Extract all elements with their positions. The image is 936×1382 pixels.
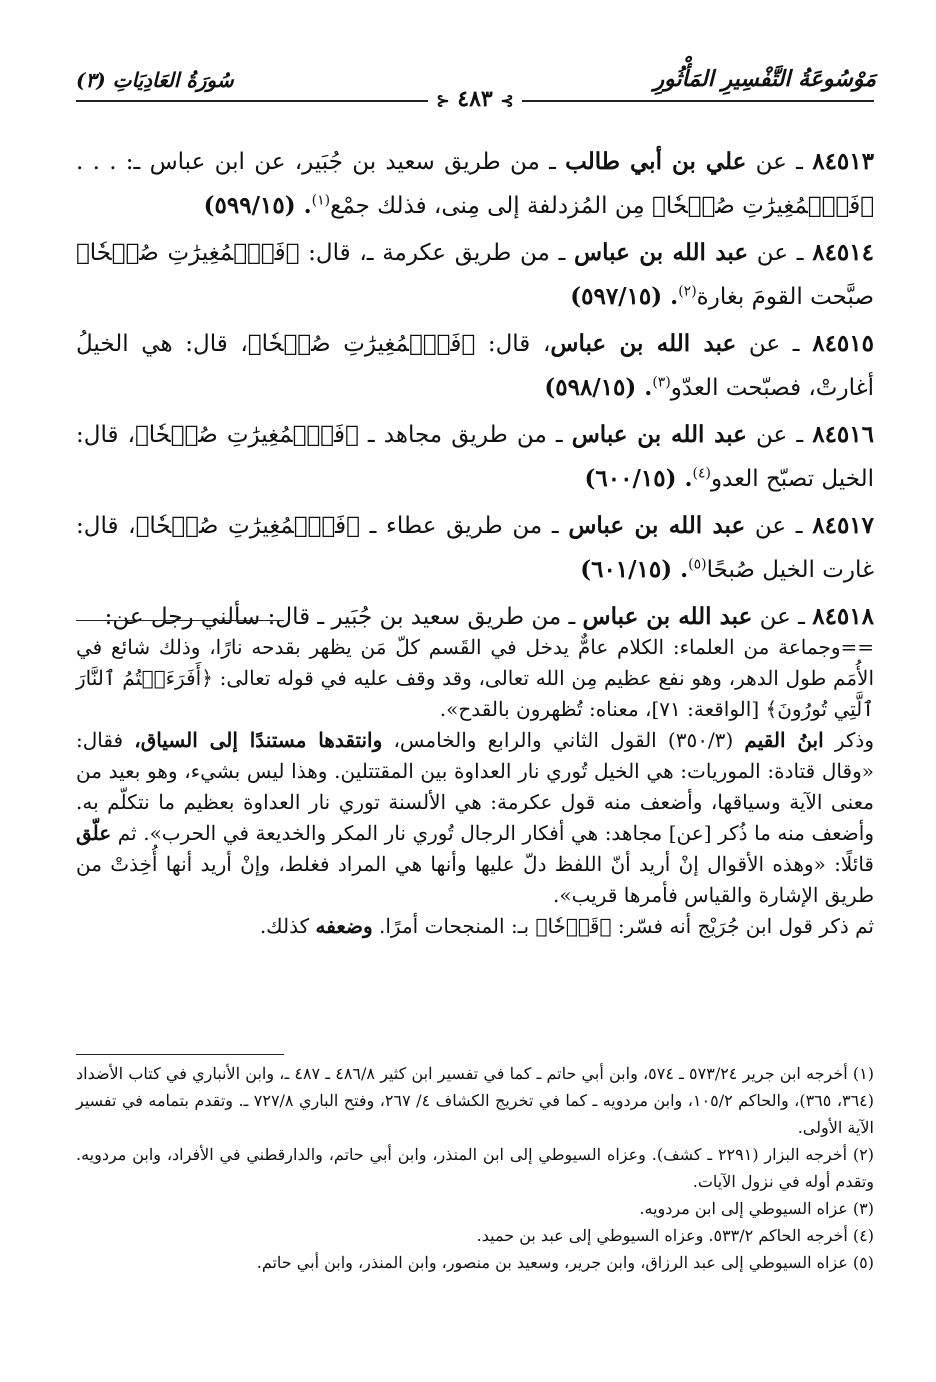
entry-number: ٨٤٥١٦ — [812, 421, 874, 448]
page-header — [76, 60, 876, 112]
hadith-entries — [76, 140, 874, 642]
footnote: (١) أخرجه ابن جرير ٥٧٣/٢٤ ـ ٥٧٤، وابن أبي حاتم ـ كما في تفسير ابن كثير ٤٨٦/٨ ـ ٤٨٧ ـ، وابن الأنباري في كتاب الأضداد (٣٦٤، ٣٦٥)، والحاكم ١٠٥/٢، وابن مردويه ـ كما في تخريج الكشاف ٤/ ٢٦٧، وفتح الباري ٧٢٧/٨ ـ. وتقدم بتمامه في تفسير الآية الأولى. — [76, 1064, 875, 1137]
entry-number: ٨٤٥١٨ — [812, 603, 874, 630]
entry: ٨٤٥١٥ ـ عن عبد الله بن عباس، قال: ﴿فَٱلۡمُغِيرَٰتِ صُبۡحٗا﴾، قال: هي الخيلُ أغارتْ، فصبّحت العدّو$^{(٣)}$. (٥٩٨/١٥) — [76, 330, 874, 401]
ornament-icon: ⊱ — [500, 91, 514, 110]
commentary — [76, 632, 874, 942]
footnote: (٢) أخرجه البزار (٢٢٩١ ـ كشف). وعزاه السيوطي إلى ابن المنذر، وابن أبي حاتم، والدارقطني في الأفراد، وابن مردويه. وتقدم أوله في نزول الآيات. — [76, 1145, 874, 1191]
entry: ٨٤٥١٣ ـ عن علي بن أبي طالب ـ من طريق سعيد بن جُبَير، عن ابن عباس ـ: . . . ﴿فَٱلۡمُغِيرَٰتِ صُبۡحٗا﴾ مِن المُزدلفة إلى مِنى، فذلك جمْع$^{(١)}$. (٥٩٩/١٥) — [76, 148, 874, 219]
footnote-marker: (٢) — [678, 283, 697, 300]
entry: ٨٤٥١٨ ـ عن عبد الله بن عباس ـ من طريق سعيد بن جُبَير ـ قال: سألني رجل عن: — [104, 603, 874, 630]
narrator: عبد الله بن عباس — [582, 603, 753, 630]
footnote-marker: (٤) — [692, 465, 711, 482]
footnote: (٣) عزاه السيوطي إلى ابن مردويه. — [639, 1199, 874, 1218]
narrator: عبد الله بن عباس — [550, 330, 737, 357]
footnote-separator — [76, 1054, 284, 1055]
commentary-paragraph: ==وجماعة من العلماء: الكلام عامٌّ يدخل في القَسم كلّ مَن يظهر بقدحه نارًا، وذلك شائع في الأُمَم طول الدهر، وهو نفع عظيم مِن الله تعالى، وقد وقف عليه في قوله تعالى: ﴿أَفَرَءَيۡتُمُ ٱلنَّارَ ٱلَّتِي تُورُونَ﴾ [الواقعة: ٧١]، معناه: تُظهرون بالقدح». — [76, 635, 875, 721]
commentary-paragraph: ثم ذكر قول ابن جُرَيْج أنه فسّر: ﴿قَدۡحٗا﴾ بـ: المنجحات أمرًا. وضعفه كذلك. — [259, 914, 874, 938]
entry: ٨٤٥١٧ ـ عن عبد الله بن عباس ـ من طريق عطاء ـ ﴿فَٱلۡمُغِيرَٰتِ صُبۡحٗا﴾، قال: غارت الخيل صُبحًا$^{(٥)}$. (٦٠١/١٥) — [76, 512, 875, 583]
entry-number: ٨٤٥١٧ — [812, 512, 875, 539]
volume-ref: . (٥٩٨/١٥) — [544, 374, 653, 401]
narrator: عبد الله بن عباس — [568, 512, 746, 539]
entry-number: ٨٤٥١٥ — [812, 330, 874, 357]
footnote-marker: (٣) — [652, 374, 671, 391]
entry-number: ٨٤٥١٤ — [812, 239, 874, 266]
narrator: عبد الله بن عباس — [574, 239, 749, 266]
footnotes — [76, 1060, 874, 1276]
footnote: (٤) أخرجه الحاكم ٥٣٣/٢. وعزاه السيوطي إلى عبد بن حميد. — [476, 1226, 874, 1245]
page-number-box — [428, 86, 522, 112]
ornament-icon: ⊰ — [436, 91, 450, 110]
volume-ref: . (٦٠٠/١٥) — [584, 465, 693, 492]
entry-number: ٨٤٥١٣ — [812, 148, 874, 175]
entry: ٨٤٥١٤ ـ عن عبد الله بن عباس ـ من طريق عكرمة ـ، قال: ﴿فَٱلۡمُغِيرَٰتِ صُبۡحٗا﴾ صبَّحت القومَ بغارة$^{(٢)}$. (٥٩٧/١٥) — [76, 239, 874, 310]
volume-ref: . (٥٩٩/١٥) — [203, 192, 312, 219]
commentary-separator — [76, 620, 284, 621]
commentary-paragraph: وذكر ابنُ القيم (٣٥٠/٣) القول الثاني والرابع والخامس، وانتقدها مستندًا إلى السياق، فقال: «وقال قتادة: الموريات: هي الخيل تُوري نار العداوة بين المقتتلين. وهذا ليس بشيء، وهو بعيد من معنى الآية وسياقها، وأضعف منه قول عكرمة: هي الألسنة توري نار العداوة بعظيم ما نتكلّم به. وأضعف منه ما ذُكر [عن] مجاهد: هي أفكار الرجال تُوري نار المكر والخديعة في الحرب». ثم علّق قائلًا: «وهذه الأقوال إنْ أريد أنّ اللفظ دلّ عليها وأنها هي المراد فغلط، وإنْ أريد أنها أُخِذتْ من طريق الإشارة والقياس فأمرها قريب». — [76, 728, 874, 907]
footnote-marker: (١) — [311, 192, 331, 209]
book-page — [76, 60, 874, 1362]
narrator: علي بن أبي طالب — [565, 148, 747, 175]
entry: ٨٤٥١٦ ـ عن عبد الله بن عباس ـ من طريق مجاهد ـ ﴿فَٱلۡمُغِيرَٰتِ صُبۡحٗا﴾، قال: الخيل تصبّح العدو$^{(٤)}$. (٦٠٠/١٥) — [76, 421, 874, 492]
page-number: ٤٨٣ — [457, 86, 493, 112]
volume-ref: . (٥٩٧/١٥) — [570, 283, 679, 310]
narrator: عبد الله بن عباس — [571, 421, 747, 448]
surah-title: سُورَةُ العَادِيَاتِ (٣) — [76, 68, 234, 92]
book-title: مَوْسُوعَةُ التَّفْسِيرِ المَأْثُورِ — [653, 66, 876, 92]
footnote-marker: (٥) — [688, 556, 707, 573]
volume-ref: . (٦٠١/١٥) — [580, 556, 689, 583]
footnote: (٥) عزاه السيوطي إلى عبد الرزاق، وابن جرير، وسعيد بن منصور، وابن المنذر، وابن أبي حاتم. — [256, 1253, 874, 1272]
